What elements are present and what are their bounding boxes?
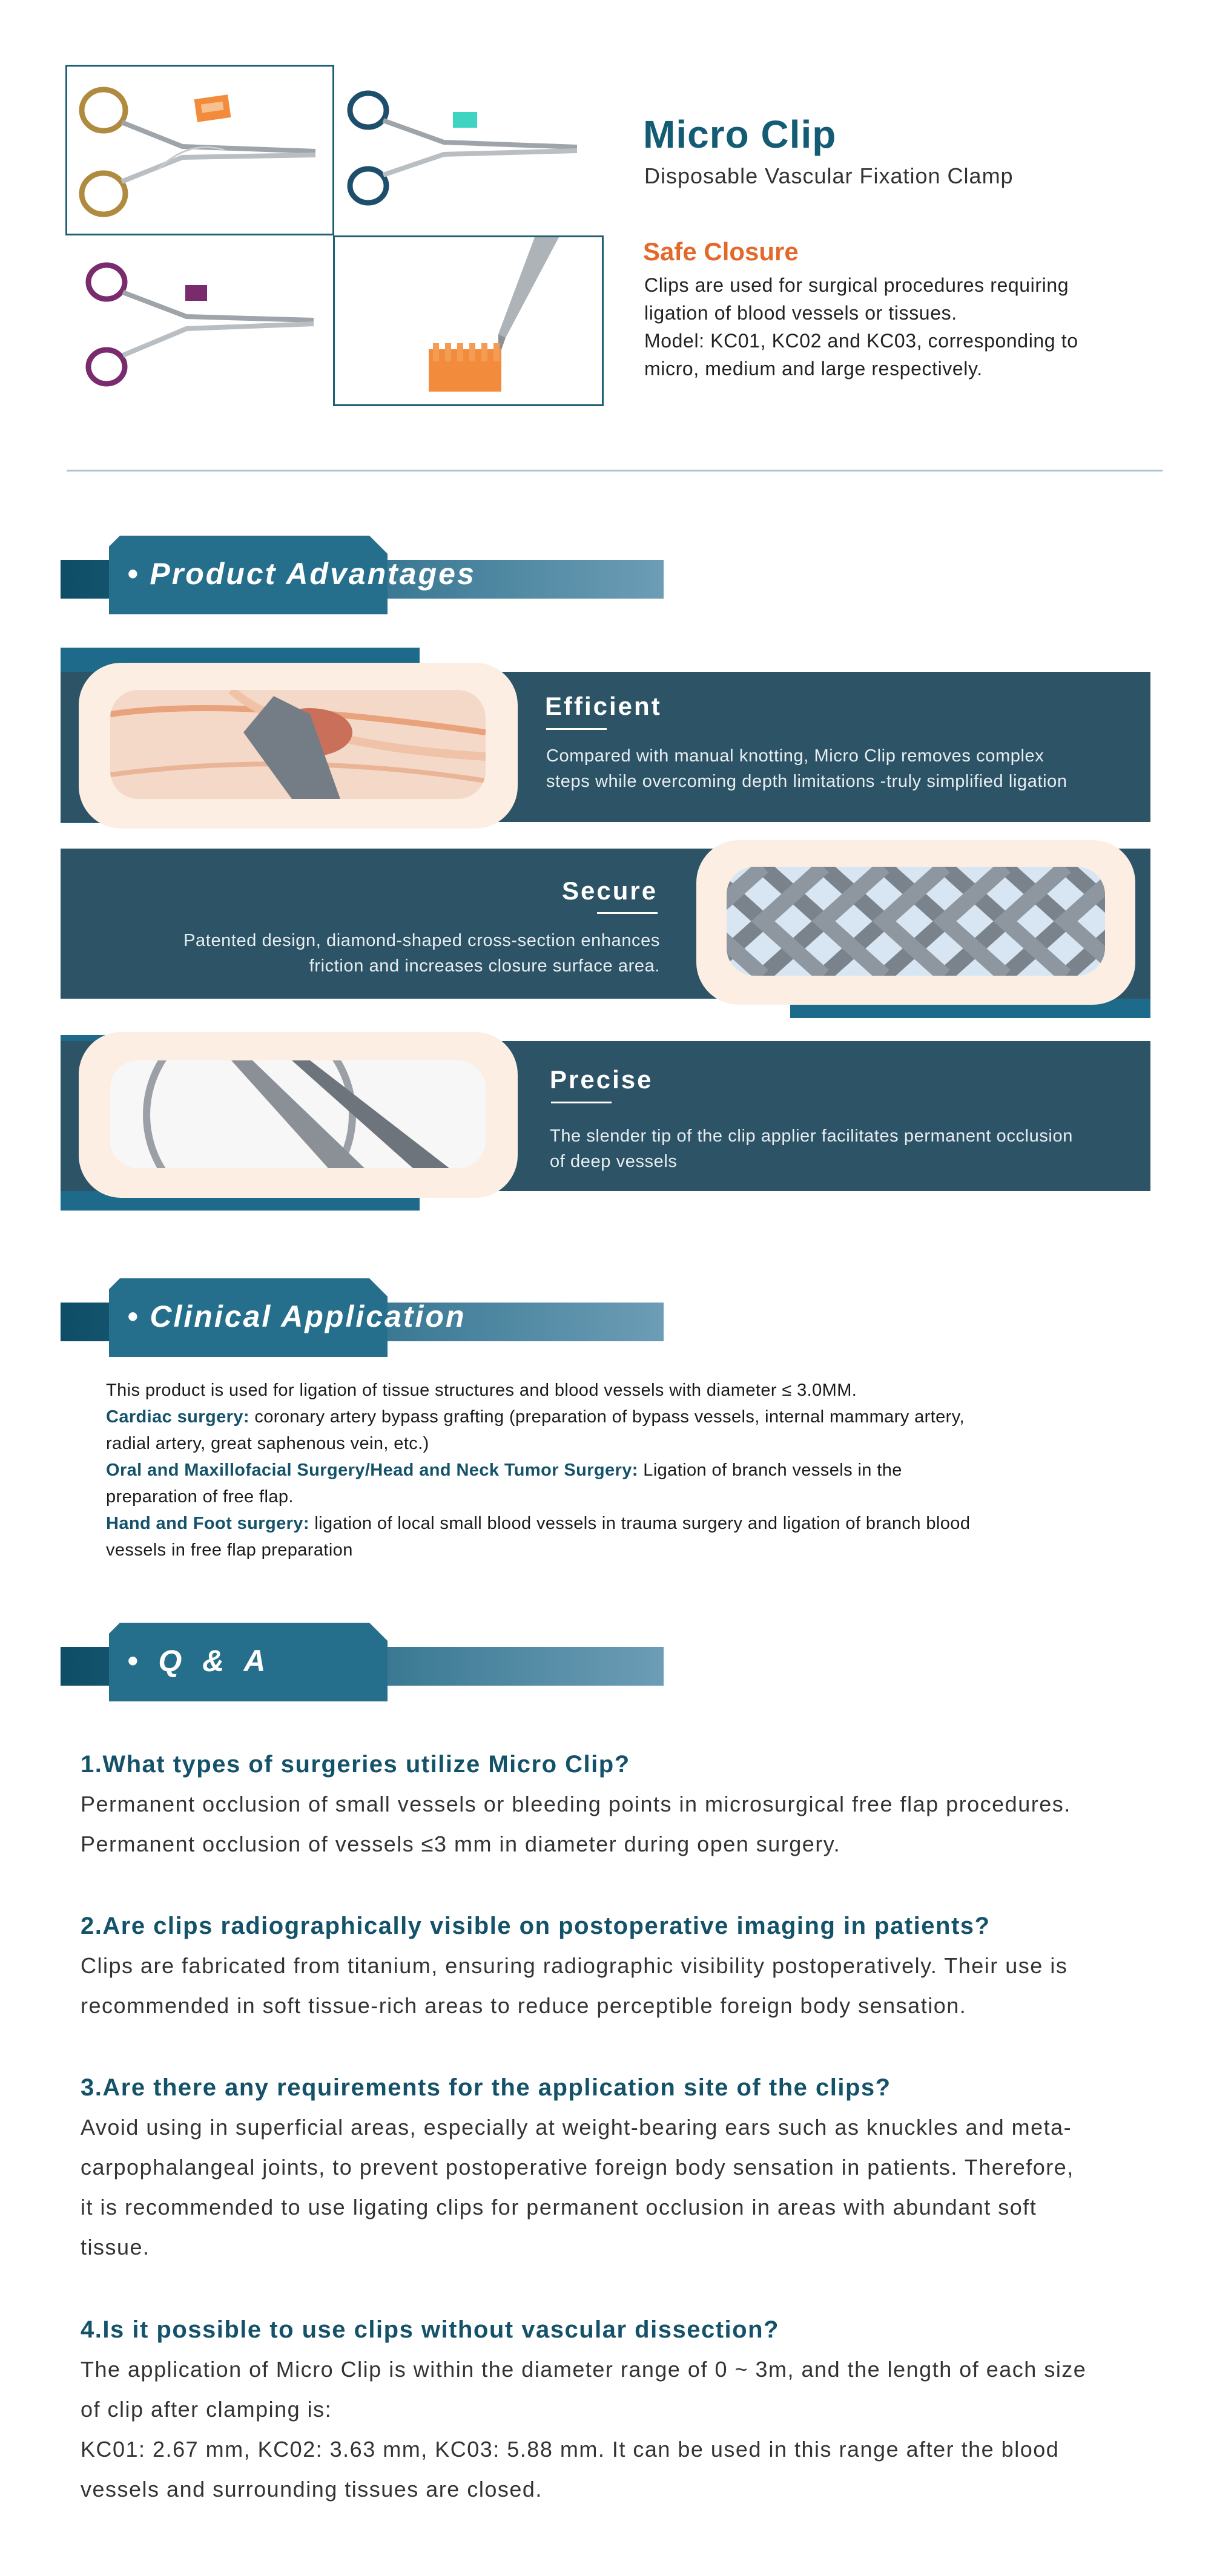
qa-item-1 (81, 1748, 1146, 1864)
qa-answer: The application of Micro Clip is within the diameter range of 0 ~ 3m, and the length of each size of clip after clamping is: KC01: 2.67 mm, KC02: 3.63 mm, KC03: 5.88 mm. It can be used in this range after the blood vessels and surrounding tissues are closed. (81, 2357, 1087, 2502)
clinical-item-hand-foot: Hand and Foot surgery: ligation of local small blood vessels in trauma surgery and ligation of branch blood (106, 1514, 971, 1533)
qa-answer: Clips are fabricated from titanium, ensuring radiographic visibility postoperatively. Their use is recommended in soft tissue-rich areas to reduce perceptible foreign body sensation. (81, 1953, 1068, 2018)
qa-item-4 (81, 2313, 1146, 2509)
clip-cartridge-image (333, 235, 604, 406)
qa-question: 2.Are clips radiographically visible on postoperative imaging in patients? (81, 1913, 991, 1939)
qa-answer: Avoid using in superficial areas, especially at weight-bearing ears such as knuckles and meta- carpophalangeal joints, to prevent postoperative foreign body sensation in patients. Therefore, it is recommended to use ligating clips for permanent occlusion in areas with abundant soft tissue. (81, 2115, 1074, 2259)
clinical-item-oral: Oral and Maxillofacial Surgery/Head and Neck Tumor Surgery: Ligation of branch vessels in the (106, 1460, 902, 1480)
safe-closure-heading: Safe Closure (643, 237, 799, 266)
section-divider (67, 470, 1163, 472)
qa-question: 3.Are there any requirements for the application site of the clips? (81, 2074, 891, 2101)
precise-underline (551, 1102, 612, 1103)
clinical-banner-label: • Clinical Application (127, 1300, 466, 1333)
qa-item-3 (81, 2071, 1146, 2267)
efficient-underline (546, 728, 607, 730)
product-image-kc03 (65, 237, 334, 407)
efficient-image (110, 690, 486, 799)
qa-answer: Permanent occlusion of small vessels or bleeding points in microsurgical free flap procedures. Permanent occlusion of vessels ≤3 mm in diameter during open surgery. (81, 1792, 1071, 1856)
qa-question: 4.Is it possible to use clips without vascular dissection? (81, 2316, 779, 2343)
clinical-intro: This product is used for ligation of tissue structures and blood vessels with diameter ≤ 3.0MM. (106, 1381, 857, 1400)
product-subtitle: Disposable Vascular Fixation Clamp (644, 163, 1014, 188)
qa-banner (61, 1623, 664, 1701)
efficient-title: Efficient (545, 692, 662, 720)
secure-image (727, 867, 1105, 976)
product-image-kc01 (65, 65, 334, 235)
secure-underline (597, 912, 658, 914)
product-title: Micro Clip (643, 113, 837, 156)
qa-item-2 (81, 1910, 1146, 2026)
advantages-banner-label: • Product Advantages (127, 557, 476, 591)
precise-description: The slender tip of the clip applier facilitates permanent occlusion of deep vessels (550, 1126, 1073, 1171)
clinical-text: This product is used for ligation of tissue structures and blood vessels with diameter ≤ 3.0MM. Cardiac surgery: coronary artery bypass grafting (preparation of bypass vessels, internal mammary artery, radial artery, great saphenous vein, etc.) Oral and Maxillofacial Surgery/Head and Neck Tumor Surgery: Ligation of branch vessels in the preparation of free flap. Hand and Foot surgery: ligation of local small blood vessels in trauma surgery and ligation of branch blood vessels in free flap preparation (106, 1377, 1123, 1563)
qa-banner-label: • Q & A (127, 1644, 272, 1678)
product-image-kc02 (335, 65, 604, 235)
clinical-banner (61, 1278, 664, 1357)
precise-image (110, 1060, 486, 1168)
precise-title: Precise (550, 1065, 653, 1094)
secure-title: Secure (562, 876, 658, 905)
advantages-banner (61, 536, 664, 614)
secure-description: Patented design, diamond-shaped cross-section enhances friction and increases closure surface area. (183, 931, 660, 976)
clinical-item-cardiac: Cardiac surgery: coronary artery bypass grafting (preparation of bypass vessels, internal mammary artery, (106, 1407, 965, 1427)
efficient-description: Compared with manual knotting, Micro Clip removes complex steps while overcoming depth limitations -truly simplified ligation (546, 746, 1067, 791)
qa-question: 1.What types of surgeries utilize Micro Clip? (81, 1751, 630, 1778)
safe-closure-description: Clips are used for surgical procedures requiring ligation of blood vessels or tissues. Model: KC01, KC02 and KC03, corresponding to micro, medium and large respectively. (644, 274, 1078, 380)
